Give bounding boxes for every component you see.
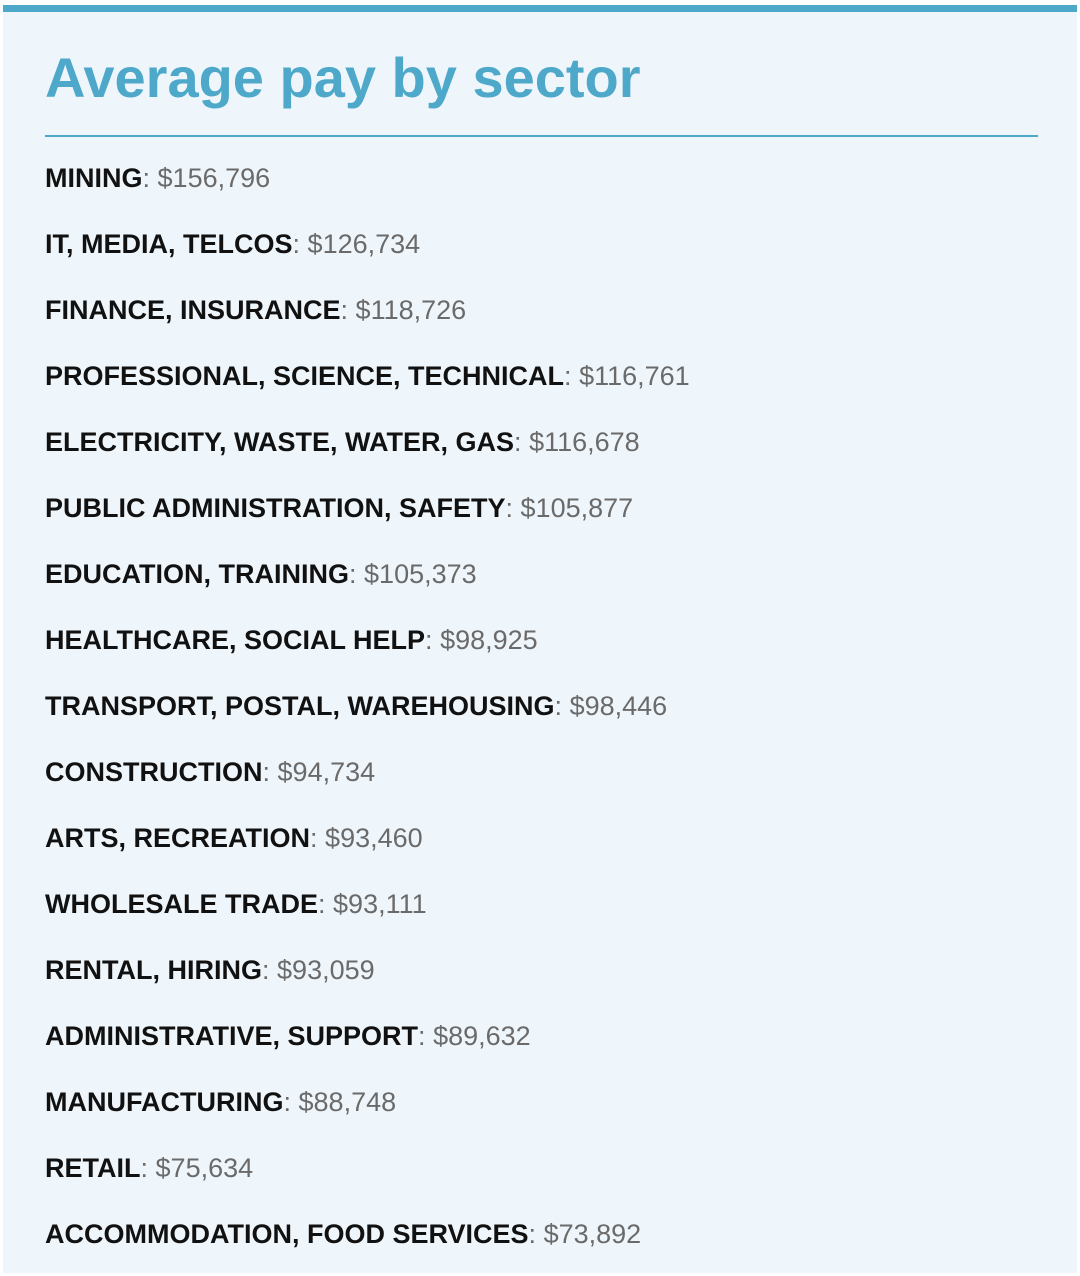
average-pay: $93,460 [325,823,423,853]
separator: : [349,559,357,589]
list-item [45,1078,690,1144]
separator: : [262,757,271,787]
sector-name: FINANCE, INSURANCE [45,295,341,325]
list-item [45,286,690,352]
separator: : [318,889,326,919]
separator: : [292,229,301,259]
average-pay: $89,632 [433,1021,531,1051]
average-pay: $116,678 [529,427,640,457]
list-item [45,418,690,484]
page-title: Average pay by sector [45,46,641,109]
separator: : [340,295,349,325]
sector-name: PUBLIC ADMINISTRATION, SAFETY [45,493,506,523]
separator: : [528,1219,537,1249]
sector-name: ACCOMMODATION, FOOD SERVICES [45,1219,529,1249]
sector-name: EDUCATION, TRAINING [45,559,349,589]
average-pay: $93,059 [277,955,375,985]
sector-pay-list [45,154,690,1276]
list-item [45,748,690,814]
list-item [45,220,690,286]
list-item [45,352,690,418]
separator: : [564,361,572,391]
separator: : [310,823,318,853]
sector-name: RENTAL, HIRING [45,955,262,985]
separator: : [514,427,522,457]
list-item [45,1144,690,1210]
list-item [45,946,690,1012]
average-pay: $126,734 [307,229,421,259]
sector-name: WHOLESALE TRADE [45,889,318,919]
list-item [45,682,690,748]
separator: : [554,691,563,721]
list-item [45,484,690,550]
list-item [45,1012,690,1078]
average-pay: $98,925 [440,625,538,655]
list-item [45,616,690,682]
average-pay: $98,446 [569,691,668,721]
sector-name: TRANSPORT, POSTAL, WAREHOUSING [45,691,555,721]
separator: : [262,955,270,985]
list-item [45,1210,690,1276]
average-pay: $118,726 [355,295,467,325]
list-item [45,550,690,616]
average-pay: $73,892 [543,1219,642,1249]
separator: : [283,1087,291,1117]
sector-name: IT, MEDIA, TELCOS [45,229,293,259]
list-item [45,880,690,946]
sector-name: ADMINISTRATIVE, SUPPORT [45,1021,419,1051]
list-item [45,814,690,880]
sector-name: CONSTRUCTION [45,757,263,787]
sector-name: MINING [45,163,143,193]
sector-name: ELECTRICITY, WASTE, WATER, GAS [45,427,515,457]
sector-name: RETAIL [45,1153,141,1183]
average-pay: $105,877 [520,493,634,523]
separator: : [142,163,151,193]
sector-name: ARTS, RECREATION [45,823,311,853]
average-pay: $116,761 [579,361,690,391]
pay-panel [3,5,1077,1273]
separator: : [505,493,514,523]
separator: : [418,1021,426,1051]
average-pay: $93,111 [333,889,427,919]
average-pay: $156,796 [157,163,271,193]
title-divider [45,135,1038,137]
average-pay: $105,373 [364,559,477,589]
sector-name: MANUFACTURING [45,1087,284,1117]
average-pay: $88,748 [298,1087,397,1117]
sector-name: HEALTHCARE, SOCIAL HELP [45,625,426,655]
list-item [45,154,690,220]
separator: : [425,625,433,655]
average-pay: $94,734 [277,757,376,787]
separator: : [140,1153,149,1183]
average-pay: $75,634 [155,1153,254,1183]
sector-name: PROFESSIONAL, SCIENCE, TECHNICAL [45,361,565,391]
